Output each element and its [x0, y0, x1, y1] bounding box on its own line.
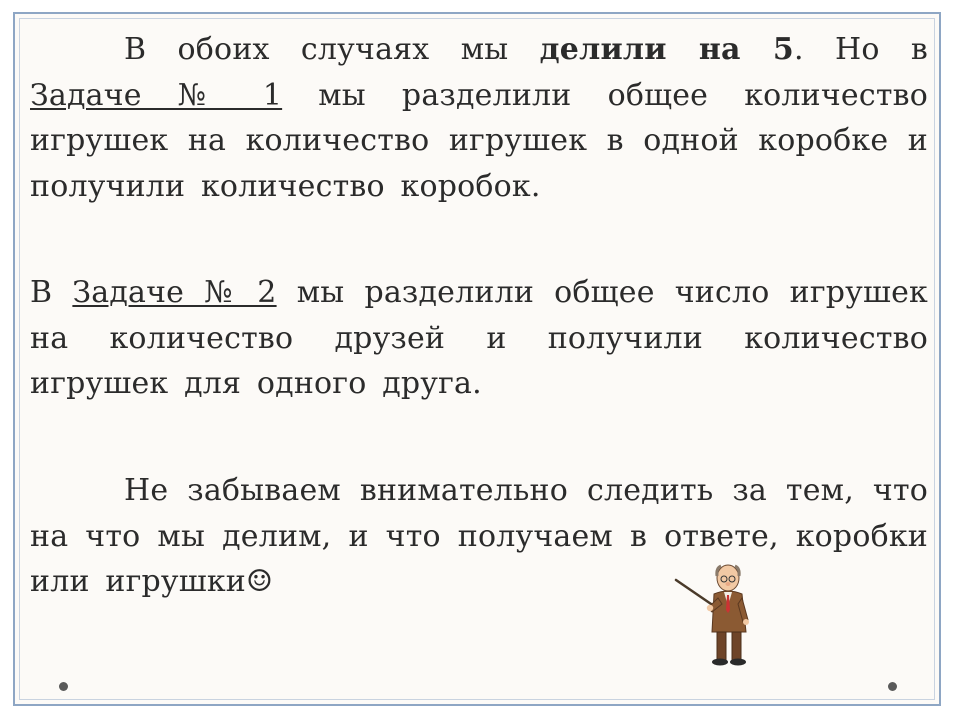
bullet-dot-icon: [888, 682, 897, 691]
text-span: Не забываем внимательно следить за тем, что на что мы делим, и что получаем в ответе, коробки или игрушки: [30, 473, 928, 599]
paragraph-reminder: [30, 468, 928, 605]
text-span: мы разделили общее число игрушек на количество друзей и получили количество игрушек для одного друга.: [30, 275, 929, 401]
teacher-with-pointer-icon: [672, 560, 772, 670]
bold-text-divided-by-5: делили на 5: [539, 32, 794, 67]
underlined-task-1: Задаче № 1: [30, 77, 283, 113]
paragraph-task2-explanation: [30, 270, 928, 407]
text-span: . Но в: [793, 32, 928, 67]
underlined-task-2: Задаче № 2: [72, 275, 277, 310]
text-span: В: [30, 275, 73, 310]
text-span: В обоих случаях мы: [124, 32, 540, 67]
bullet-dot-icon: [59, 682, 68, 691]
paragraph-task1-explanation: [30, 27, 928, 209]
smiley-icon: ☺: [246, 564, 274, 599]
text-span: мы разделили общее количество игрушек на количество игрушек в одной коробке и получили количество коробок.: [30, 77, 928, 204]
